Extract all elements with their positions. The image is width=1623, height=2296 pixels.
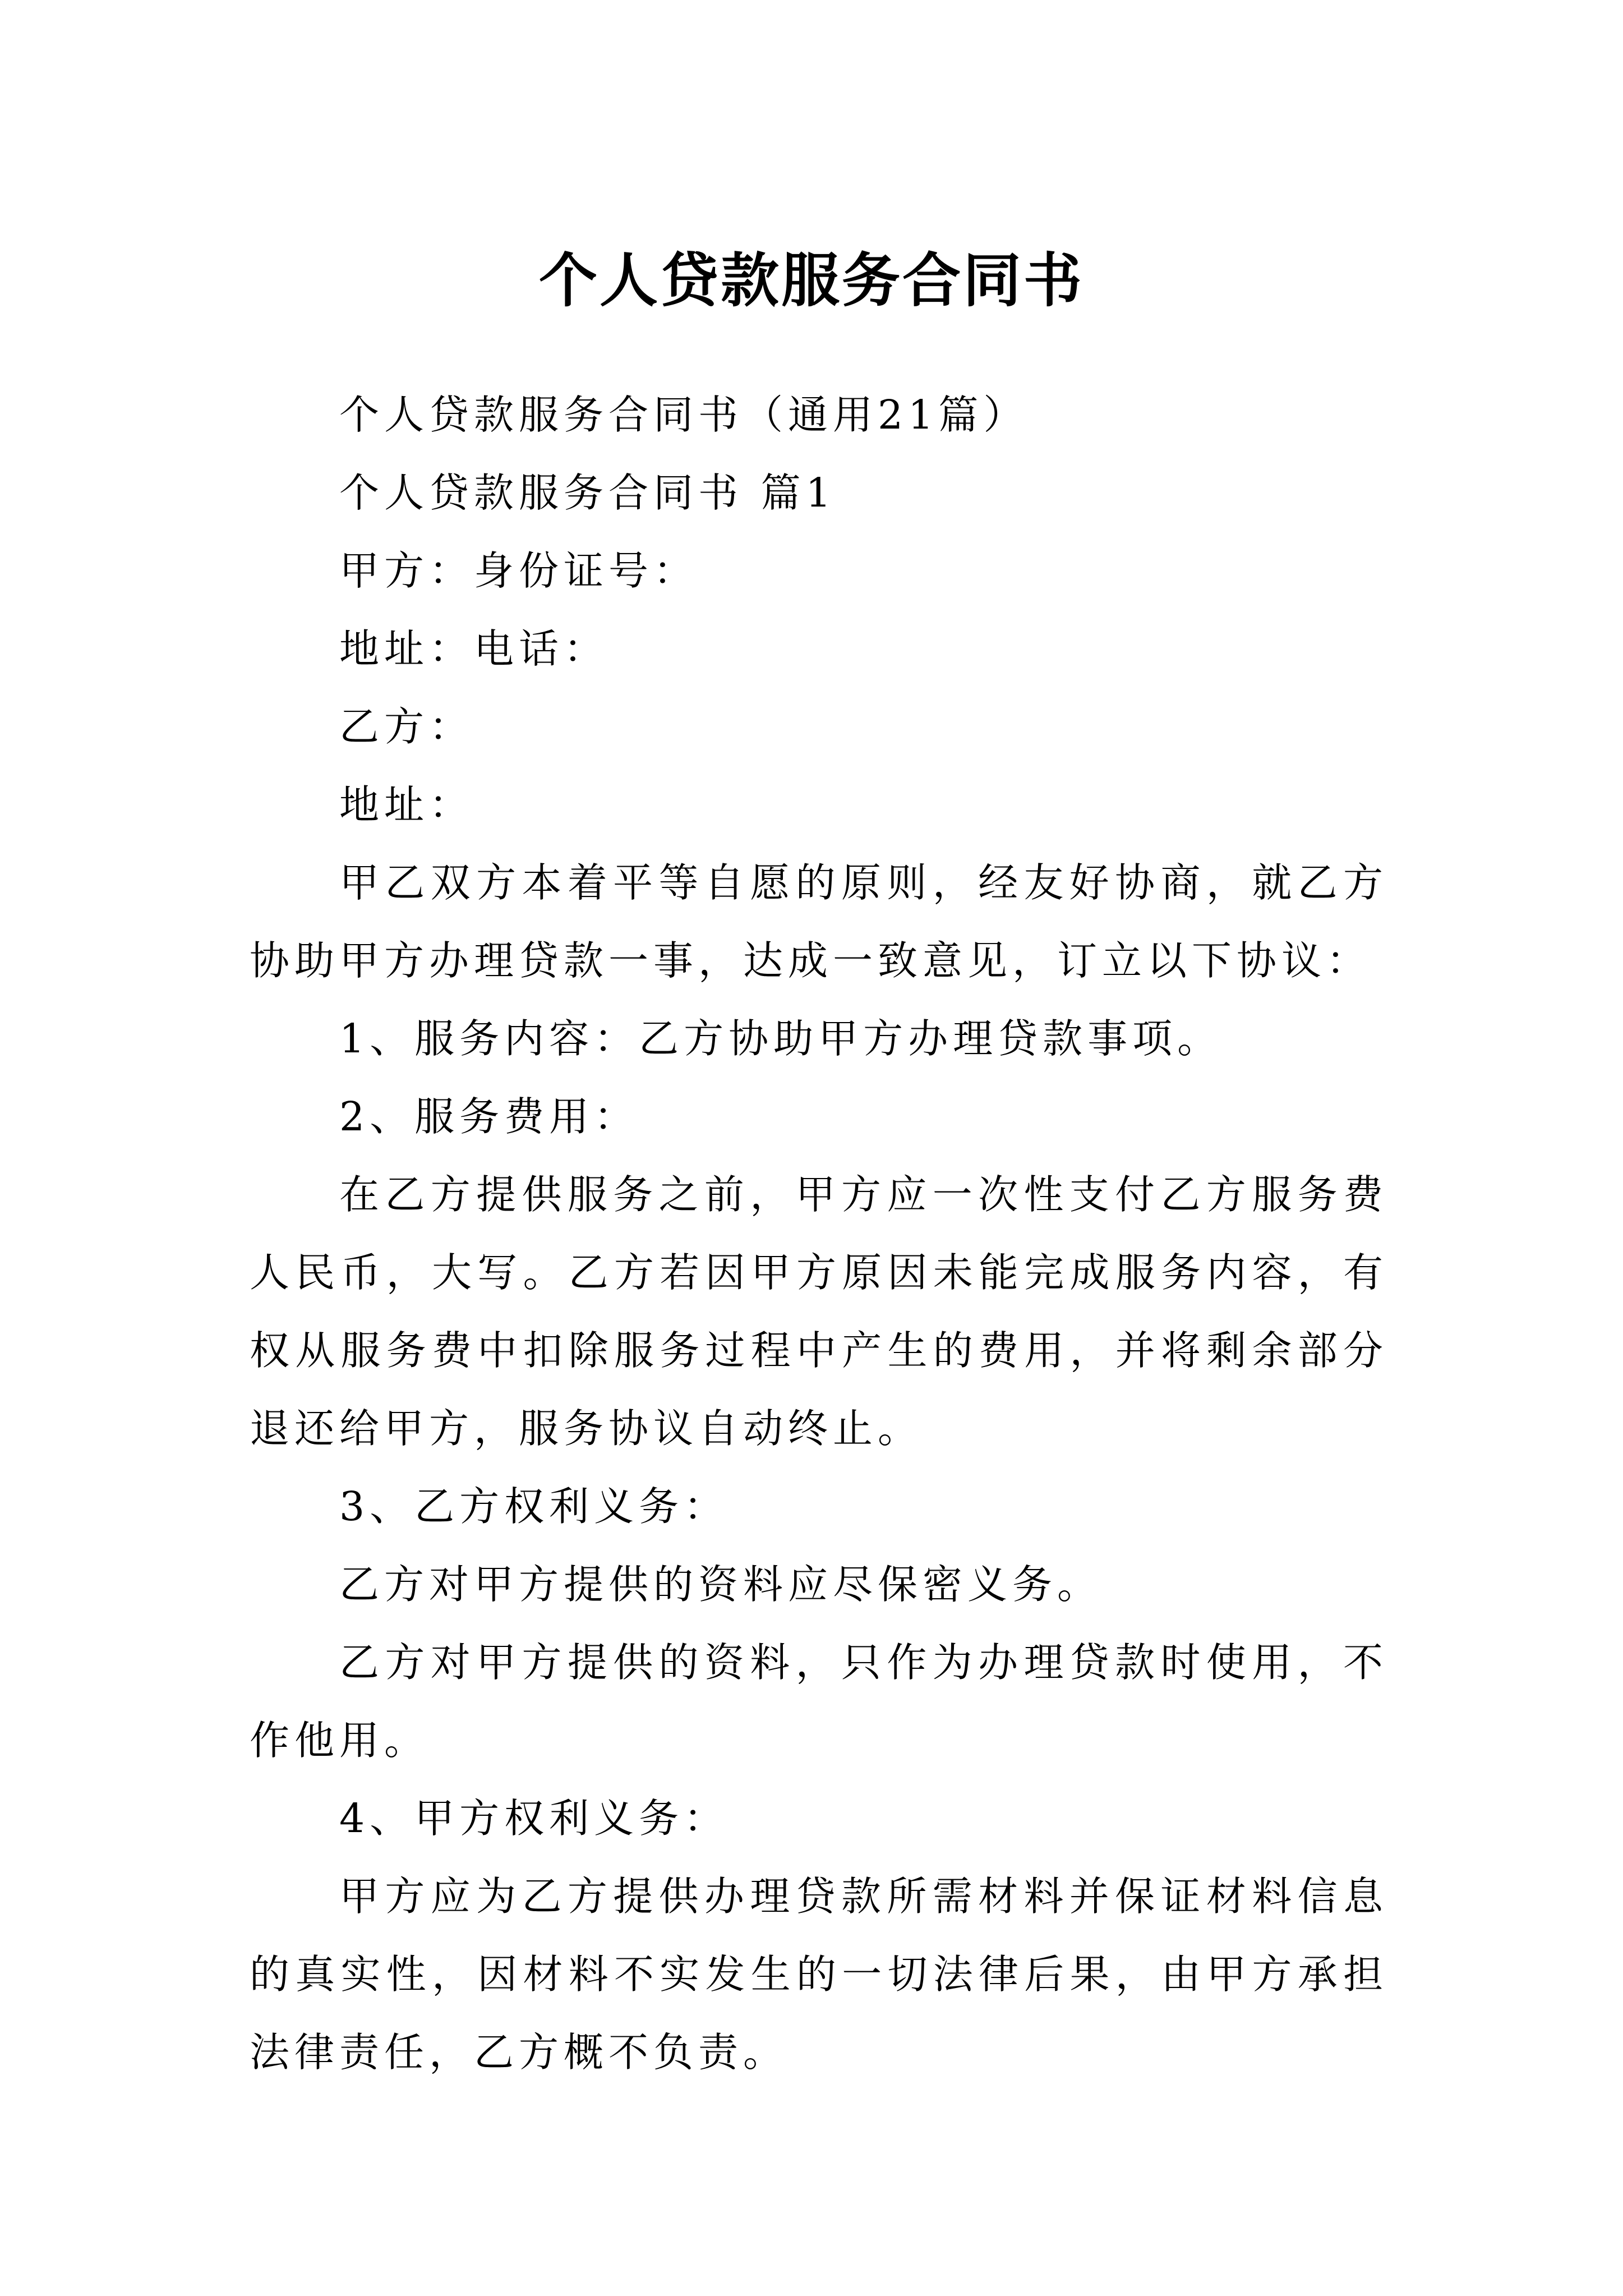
paragraph-party-a-address: 地址：电话： — [339, 625, 609, 672]
paragraph-subtitle: 个人贷款服务合同书（通用21篇） — [339, 392, 1029, 438]
paragraph-party-b-address: 地址： — [339, 781, 474, 828]
paragraph-party-b: 乙方： — [339, 703, 474, 750]
paragraph-clause-2-heading: 2、服务费用： — [339, 1093, 639, 1140]
paragraph-clause-4-body: 甲方应为乙方提供办理贷款所需材料并保证材料信息的真实性，因材料不实发生的一切法律后果，由甲方承担法律责任，乙方概不负责。 — [250, 1873, 1388, 2076]
paragraph-clause-3-item-1: 乙方对甲方提供的资料应尽保密义务。 — [339, 1561, 1103, 1608]
paragraph-clause-1: 1、服务内容：乙方协助甲方办理贷款事项。 — [339, 1015, 1223, 1062]
paragraph-party-a: 甲方：身份证号： — [339, 547, 699, 594]
document-body — [250, 376, 1388, 2091]
document-title: 个人贷款服务合同书 — [538, 245, 1084, 315]
paragraph-clause-2-body: 在乙方提供服务之前，甲方应一次性支付乙方服务费人民币，大写。乙方若因甲方原因未能完成服务内容，有权从服务费中扣除服务过程中产生的费用，并将剩余部分退还给甲方，服务协议自动终止。 — [250, 1171, 1388, 1452]
paragraph-clause-3-item-2: 乙方对甲方提供的资料，只作为办理贷款时使用，不作他用。 — [250, 1639, 1388, 1764]
paragraph-clause-4-heading: 4、甲方权利义务： — [339, 1795, 729, 1842]
paragraph-section-heading: 个人贷款服务合同书 篇1 — [339, 470, 836, 516]
paragraph-preamble: 甲乙双方本着平等自愿的原则，经友好协商，就乙方协助甲方办理贷款一事，达成一致意见，订立以下协议： — [250, 859, 1388, 984]
paragraph-clause-3-heading: 3、乙方权利义务： — [339, 1483, 729, 1530]
